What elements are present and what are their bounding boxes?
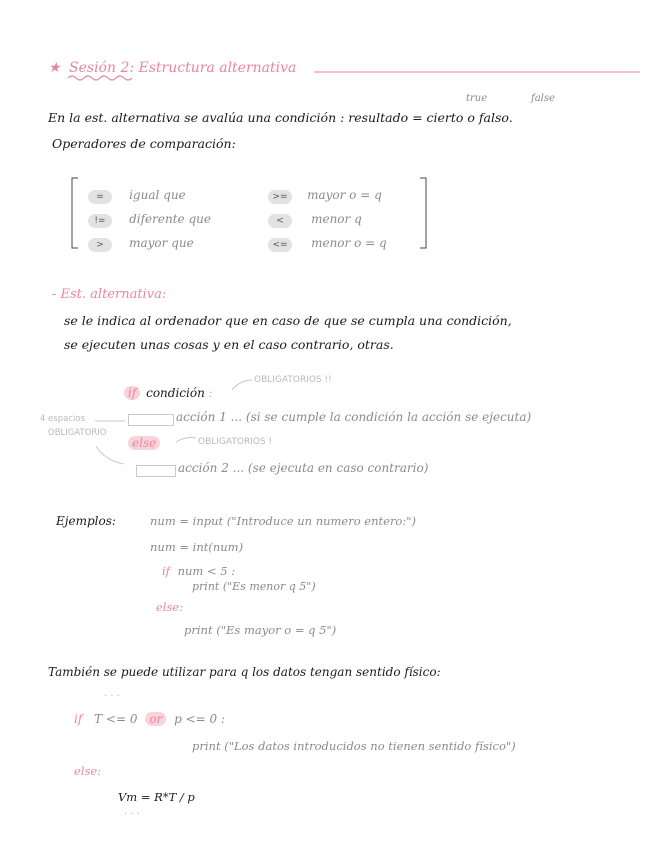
operator-symbol: >= — [268, 190, 292, 204]
else-line — [128, 436, 160, 450]
operator-label: mayor que — [129, 236, 194, 250]
colon-mark: : — [208, 386, 213, 400]
accion-2: acción 2 ... (se ejecuta en caso contrario) — [178, 461, 429, 475]
operator-symbol: < — [268, 214, 292, 228]
operator-label: menor q — [311, 212, 362, 226]
title-text: Sesión 2: Estructura alternativa — [69, 60, 297, 76]
physics-print: print ("Los datos introducidos no tienen sentido físico") — [192, 739, 516, 753]
section-desc-1: se le indica al ordenador que en caso de que se cumpla una condición, — [64, 313, 512, 328]
operator-label: mayor o = q — [307, 188, 382, 202]
else-keyword: else — [128, 436, 160, 450]
obligatorios-note-2: OBLIGATORIOS ! — [198, 437, 273, 447]
physics-else: else: — [74, 764, 102, 778]
example-line-4: print ("Es menor q 5") — [192, 580, 316, 593]
title-squiggle — [68, 76, 132, 80]
operator-symbol: > — [88, 238, 112, 252]
indent-box-1 — [128, 414, 174, 426]
operator-row — [268, 232, 387, 252]
physics-line: También se puede utilizar para q los datos tengan sentido físico: — [48, 665, 441, 679]
operator-row — [88, 184, 186, 204]
dots-bottom: . . . — [124, 806, 140, 817]
if-keyword: if — [124, 386, 140, 400]
operator-symbol: != — [88, 214, 112, 228]
operator-row — [88, 232, 194, 252]
section-heading: - Est. alternativa: — [52, 287, 167, 302]
section-desc-2: se ejecuten unas cosas y en el caso contrario, otras. — [64, 337, 394, 352]
examples-label: Ejemplos: — [56, 514, 116, 528]
example-line-3 — [162, 564, 235, 578]
obligatorios-note-1: OBLIGATORIOS !! — [254, 375, 332, 385]
or-keyword: or — [145, 712, 166, 726]
operator-symbol: = — [88, 190, 112, 204]
example-line-2: num = int(num) — [150, 540, 244, 554]
bracket-right — [420, 178, 426, 248]
example-line-1: num = input ("Introduce un numero entero:") — [150, 514, 417, 528]
operators-table — [88, 184, 408, 254]
if-line — [124, 386, 213, 400]
condition-text: num < 5 : — [177, 564, 236, 578]
physics-vm: Vm = R*T / p — [118, 790, 195, 804]
intro-line-1: En la est. alternativa se avalúa una condición : resultado = cierto o falso. — [48, 110, 513, 125]
true-annotation: true — [466, 93, 488, 104]
condicion-text: condición — [146, 386, 205, 400]
accion-1: acción 1 ... (si se cumple la condición la acción se ejecuta) — [176, 410, 532, 424]
spaces-note-2: OBLIGATORIO — [48, 428, 107, 438]
arrow-spaces-back — [96, 446, 124, 464]
condition-1: T <= 0 — [94, 712, 138, 726]
operator-label: diferente que — [129, 212, 211, 226]
operator-label: menor o = q — [311, 236, 387, 250]
bracket-left — [72, 178, 78, 248]
physics-if-line — [74, 712, 225, 726]
arrow-obligatorios-1 — [232, 380, 252, 390]
operator-row — [268, 184, 382, 204]
example-line-5: else: — [156, 600, 184, 614]
if-keyword: if — [162, 564, 170, 578]
condition-2: p <= 0 : — [174, 712, 226, 726]
example-line-6: print ("Es mayor o = q 5") — [184, 623, 337, 637]
operator-label: igual que — [129, 188, 186, 202]
operator-symbol: <= — [268, 238, 292, 252]
indent-box-2 — [136, 465, 176, 477]
dots-top: . . . — [104, 688, 120, 699]
if-keyword: if — [74, 712, 83, 726]
intro-line-2: Operadores de comparación: — [52, 136, 236, 151]
operator-row — [268, 208, 362, 228]
star-icon: ★ — [48, 60, 61, 76]
operator-row — [88, 208, 211, 228]
false-annotation: false — [531, 93, 555, 104]
spaces-note-1: 4 espacios — [40, 414, 86, 424]
arrow-obligatorios-2 — [176, 438, 196, 443]
